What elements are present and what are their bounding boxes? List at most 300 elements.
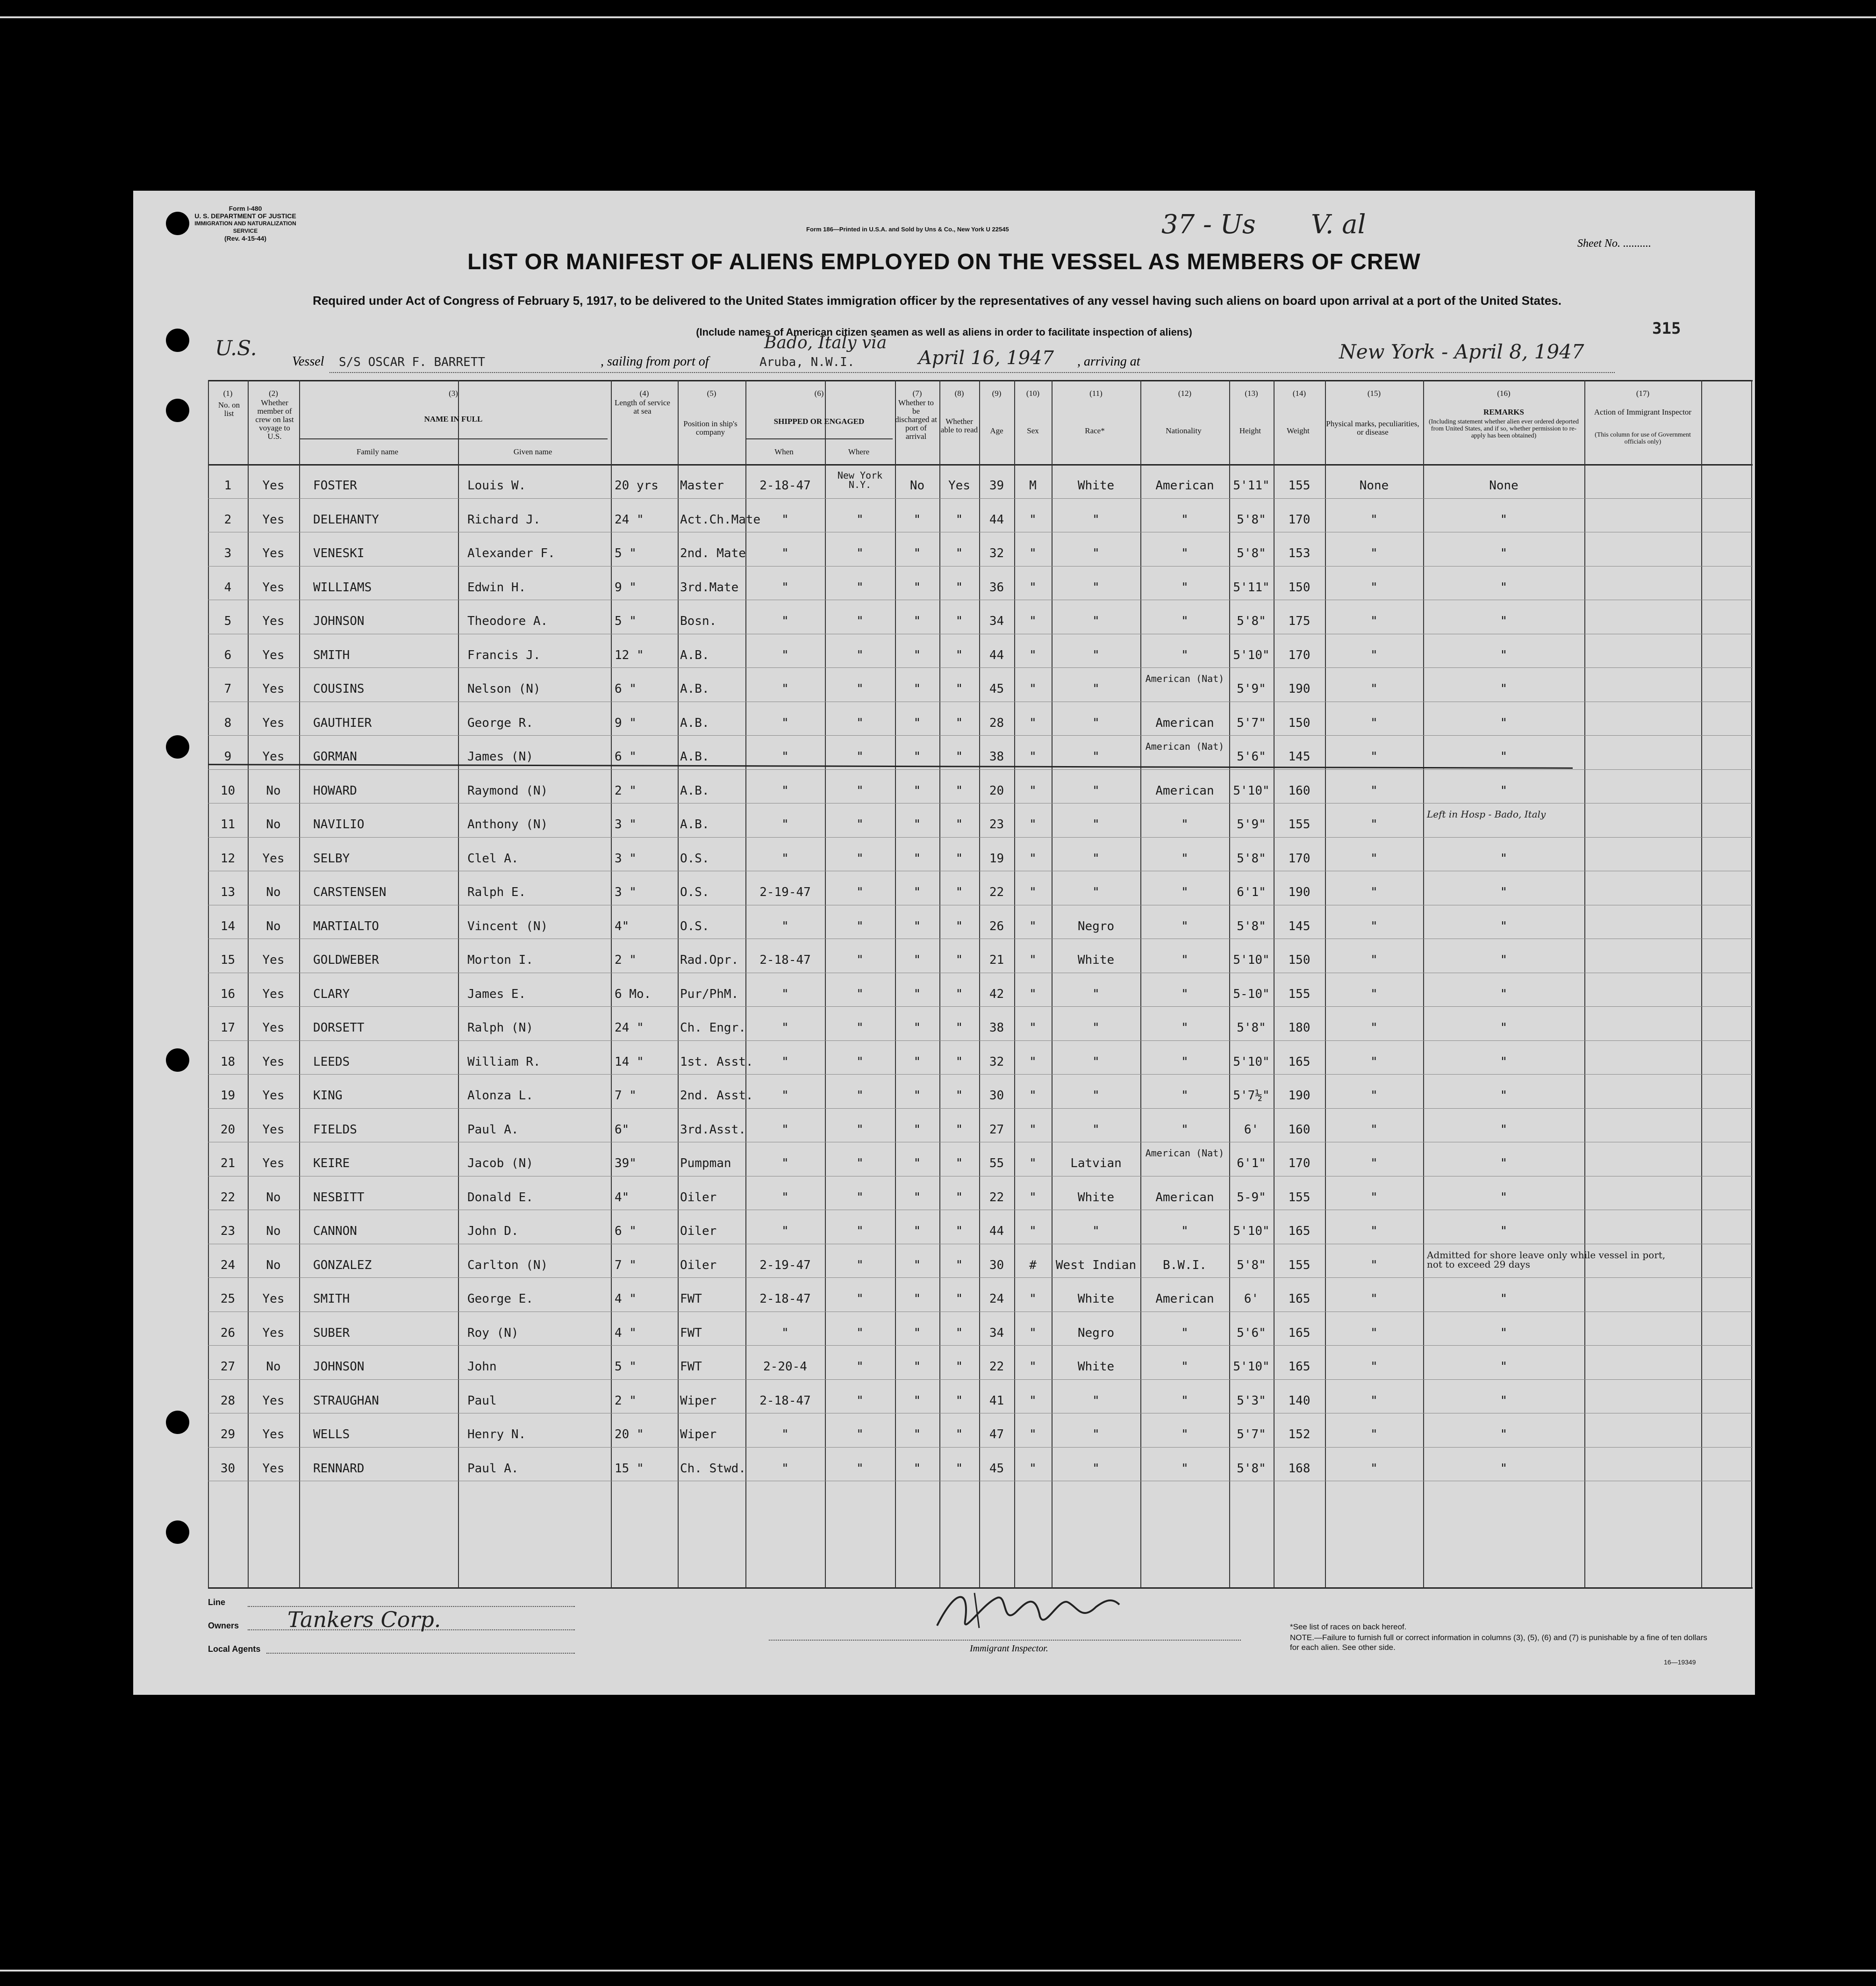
handwritten-top-2: V. al	[1311, 209, 1366, 240]
cell-service: 6 "	[615, 750, 637, 764]
table-row	[208, 973, 1753, 1007]
cell-position: 3rd.Mate	[680, 581, 739, 595]
cell-marks: "	[1370, 682, 1378, 696]
cell-weight: 170	[1288, 648, 1310, 662]
cell-race: "	[1092, 513, 1100, 527]
cell-when: "	[781, 817, 789, 832]
cell-where: "	[856, 1021, 864, 1035]
column-number: (5)	[707, 389, 716, 398]
col-action-header: Action of Immigrant Inspector	[1594, 408, 1692, 416]
cell-age: 55	[989, 1156, 1004, 1170]
cell-marks: "	[1370, 614, 1378, 628]
cell-sex: "	[1029, 648, 1037, 662]
cell-family: WILLIAMS	[313, 581, 372, 595]
column-number: (16)	[1497, 389, 1511, 398]
cell-remarks: "	[1500, 987, 1508, 1001]
cell-read: "	[955, 581, 963, 595]
cell-race: "	[1092, 614, 1100, 628]
cell-sex: "	[1029, 919, 1037, 933]
film-edge-bottom	[0, 1970, 1876, 1972]
cell-family: WELLS	[313, 1427, 350, 1441]
cell-family: COUSINS	[313, 682, 365, 696]
cell-position: A.B.	[680, 817, 709, 832]
cell-no: 8	[224, 716, 232, 730]
cell-sex: "	[1029, 1224, 1037, 1238]
cell-height: 5'11"	[1233, 581, 1270, 595]
cell-prev: Yes	[262, 682, 285, 696]
table-row	[208, 1413, 1753, 1447]
table-row	[208, 769, 1753, 803]
cell-where: "	[856, 817, 864, 832]
cell-no: 24	[220, 1258, 236, 1272]
cell-service: 4"	[615, 1190, 630, 1205]
cell-position: Pur/PhM.	[680, 987, 739, 1001]
cell-race: "	[1092, 1224, 1100, 1238]
cell-height: 6'1"	[1237, 885, 1266, 899]
cell-nat: "	[1181, 885, 1189, 899]
cell-remarks: "	[1500, 1462, 1508, 1476]
cell-given: Edwin H.	[467, 581, 526, 595]
cell-age: 28	[989, 716, 1004, 730]
cell-where: "	[856, 987, 864, 1001]
cell-given: Raymond (N)	[467, 784, 548, 798]
table-row	[208, 1176, 1753, 1210]
cell-nat: "	[1181, 852, 1189, 866]
cell-age: 21	[989, 953, 1004, 967]
cell-race: "	[1092, 1055, 1100, 1069]
cell-prev: Yes	[262, 1089, 285, 1103]
table-row	[208, 1006, 1753, 1040]
crew-table	[208, 380, 1753, 1588]
cell-given: Nelson (N)	[467, 682, 541, 696]
cell-height: 6'1"	[1237, 1156, 1266, 1170]
table-row	[208, 1074, 1753, 1108]
cell-when: "	[781, 1462, 789, 1476]
table-row	[208, 464, 1753, 498]
cell-no: 11	[220, 817, 236, 832]
cell-family: FOSTER	[313, 479, 357, 493]
cell-weight: 150	[1288, 953, 1310, 967]
cell-family: CANNON	[313, 1224, 357, 1238]
table-row	[208, 803, 1753, 837]
cell-age: 34	[989, 614, 1004, 628]
cell-weight: 152	[1288, 1427, 1310, 1441]
column-number: (8)	[954, 389, 964, 398]
cell-age: 30	[989, 1089, 1004, 1103]
cell-discharge: "	[913, 1123, 921, 1137]
cell-service: 9 "	[615, 581, 637, 595]
cell-family: SMITH	[313, 648, 350, 662]
cell-where: "	[856, 1190, 864, 1205]
cell-given: Ralph E.	[467, 885, 526, 899]
cell-race: "	[1092, 1089, 1100, 1103]
cell-weight: 165	[1288, 1326, 1310, 1340]
cell-no: 7	[224, 682, 232, 696]
cell-read: "	[955, 716, 963, 730]
cell-remarks: None	[1489, 479, 1518, 493]
cell-service: 3 "	[615, 885, 637, 899]
cell-age: 22	[989, 1190, 1004, 1205]
cell-when: 2-18-47	[759, 953, 811, 967]
cell-height: 5'6"	[1237, 1326, 1266, 1340]
table-row	[208, 667, 1753, 702]
cell-remarks: Left in Hosp - Bado, Italy	[1427, 809, 1546, 820]
cell-read: "	[955, 852, 963, 866]
cell-no: 12	[220, 852, 236, 866]
table-row	[208, 1277, 1753, 1312]
cell-when: "	[781, 716, 789, 730]
cell-where: "	[856, 953, 864, 967]
cell-service: 6 Mo.	[615, 987, 652, 1001]
cell-nat: American (Nat)	[1145, 673, 1224, 684]
cell-nat: "	[1181, 1089, 1189, 1103]
cell-weight: 170	[1288, 1156, 1310, 1170]
cell-weight: 150	[1288, 581, 1310, 595]
cell-read: "	[955, 1326, 963, 1340]
cell-when: 2-20-4	[763, 1360, 807, 1374]
column-number: (17)	[1636, 389, 1650, 398]
cell-race: White	[1077, 1190, 1115, 1205]
cell-position: 3rd.Asst.	[680, 1123, 746, 1137]
col-remarks-header: REMARKS	[1483, 408, 1524, 416]
cell-position: 2nd. Asst.	[680, 1089, 753, 1103]
col-marks-header: Physical marks, peculiarities, or disease	[1326, 419, 1419, 437]
owners-handwritten: Tankers Corp.	[287, 1607, 441, 1632]
cell-service: 20 yrs	[615, 479, 659, 493]
form-id: Form I-480	[229, 205, 262, 212]
cell-race: "	[1092, 1021, 1100, 1035]
cell-marks: "	[1370, 784, 1378, 798]
cell-race: Negro	[1077, 919, 1115, 933]
sailing-label: , sailing from port of	[601, 354, 709, 369]
cell-given: Henry N.	[467, 1427, 526, 1441]
cell-height: 5'8"	[1237, 852, 1266, 866]
cell-given: Morton I.	[467, 953, 533, 967]
cell-no: 29	[220, 1427, 236, 1441]
cell-sex: "	[1029, 716, 1037, 730]
cell-discharge: "	[913, 1055, 921, 1069]
cell-nat: "	[1181, 614, 1189, 628]
cell-remarks: "	[1500, 1394, 1508, 1408]
cell-given: Alexander F.	[467, 546, 555, 560]
cell-read: "	[955, 1089, 963, 1103]
cell-prev: Yes	[262, 1326, 285, 1340]
column-number: (6)	[814, 389, 824, 398]
cell-position: Wiper	[680, 1394, 717, 1408]
punch-hole	[166, 1411, 189, 1434]
cell-where: "	[856, 1394, 864, 1408]
column-number: (10)	[1026, 389, 1040, 398]
punch-hole	[166, 735, 189, 759]
cell-sex: "	[1029, 784, 1037, 798]
cell-prev: Yes	[262, 614, 285, 628]
line-label: Line	[208, 1598, 226, 1607]
cell-remarks: "	[1500, 716, 1508, 730]
cell-discharge: "	[913, 513, 921, 527]
cell-prev: No	[266, 1258, 281, 1272]
cell-marks: "	[1370, 1292, 1378, 1306]
printer-line: Form 186—Printed in U.S.A. and Sold by Uns & Co., New York U 22545	[806, 226, 1009, 233]
cell-family: JOHNSON	[313, 614, 365, 628]
cell-discharge: "	[913, 987, 921, 1001]
cell-service: 2 "	[615, 1394, 637, 1408]
cell-height: 5'9"	[1237, 682, 1266, 696]
column-number: (12)	[1178, 389, 1192, 398]
cell-marks: "	[1370, 1462, 1378, 1476]
cell-remarks: "	[1500, 919, 1508, 933]
cell-sex: "	[1029, 682, 1037, 696]
cell-discharge: "	[913, 546, 921, 560]
cell-marks: "	[1370, 513, 1378, 527]
cell-where: "	[856, 614, 864, 628]
cell-sex: "	[1029, 1156, 1037, 1170]
cell-marks: "	[1370, 1427, 1378, 1441]
cell-no: 27	[220, 1360, 236, 1374]
cell-prev: Yes	[262, 1123, 285, 1137]
cell-marks: "	[1370, 1156, 1378, 1170]
arrival-info: New York - April 8, 1947	[1339, 340, 1584, 363]
cell-no: 17	[220, 1021, 236, 1035]
col-service-header: Length of service at sea	[615, 398, 670, 416]
cell-weight: 160	[1288, 784, 1310, 798]
punch-hole	[166, 1520, 189, 1544]
cell-no: 19	[220, 1089, 236, 1103]
cell-race: West Indian	[1055, 1258, 1137, 1272]
cell-when: "	[781, 750, 789, 764]
cell-marks: "	[1370, 953, 1378, 967]
table-row	[208, 1379, 1753, 1413]
include-note: (Include names of American citizen seamen as well as aliens in order to facilitate inspection of aliens)	[696, 326, 1192, 338]
cell-height: 5'10"	[1233, 648, 1270, 662]
cell-family: SMITH	[313, 1292, 350, 1306]
cell-prev: No	[266, 885, 281, 899]
col-shipped-header: SHIPPED OR ENGAGED	[773, 417, 865, 426]
cell-remarks: "	[1500, 614, 1508, 628]
cell-position: A.B.	[680, 716, 709, 730]
cell-read: "	[955, 614, 963, 628]
cell-when: 2-19-47	[759, 1258, 811, 1272]
cell-service: 24 "	[615, 513, 644, 527]
cell-weight: 165	[1288, 1292, 1310, 1306]
cell-height: 5'8"	[1237, 1258, 1266, 1272]
punch-hole	[166, 399, 189, 422]
cell-discharge: "	[913, 885, 921, 899]
cell-family: GAUTHIER	[313, 716, 372, 730]
col-action-subheader: (This column for use of Government officials only)	[1595, 431, 1691, 445]
table-row	[208, 871, 1753, 905]
cell-marks: "	[1370, 1258, 1378, 1272]
cell-nat: American	[1155, 784, 1214, 798]
cell-when: "	[781, 1156, 789, 1170]
cell-family: GORMAN	[313, 750, 357, 764]
table-row	[208, 634, 1753, 668]
cell-where: "	[856, 750, 864, 764]
col-nationality-header: Nationality	[1166, 426, 1202, 435]
cell-discharge: "	[913, 1089, 921, 1103]
cell-when: "	[781, 784, 789, 798]
cell-position: Act.Ch.Mate	[680, 513, 761, 527]
cell-prev: Yes	[262, 1394, 285, 1408]
agents-underline	[266, 1653, 575, 1654]
cell-read: "	[955, 750, 963, 764]
cell-age: 38	[989, 750, 1004, 764]
cell-read: "	[955, 682, 963, 696]
cell-position: Master	[680, 479, 724, 493]
cell-discharge: "	[913, 581, 921, 595]
manifest-title: LIST OR MANIFEST OF ALIENS EMPLOYED ON THE VESSEL AS MEMBERS OF CREW	[467, 250, 1421, 274]
table-row	[208, 1210, 1753, 1244]
cell-remarks: "	[1500, 1055, 1508, 1069]
table-row	[208, 1312, 1753, 1346]
cell-no: 10	[220, 784, 236, 798]
cell-remarks: "	[1500, 953, 1508, 967]
cell-sex: "	[1029, 1292, 1037, 1306]
cell-remarks: "	[1500, 852, 1508, 866]
cell-discharge: "	[913, 1190, 921, 1205]
cell-no: 14	[220, 919, 236, 933]
cell-service: 12 "	[615, 648, 644, 662]
cell-read: "	[955, 1190, 963, 1205]
cell-family: RENNARD	[313, 1462, 365, 1476]
cell-given: Louis W.	[467, 479, 526, 493]
cell-race: White	[1077, 1360, 1115, 1374]
cell-age: 32	[989, 1055, 1004, 1069]
cell-no: 1	[224, 479, 232, 493]
cell-marks: "	[1370, 817, 1378, 832]
cell-given: Vincent (N)	[467, 919, 548, 933]
cell-position: O.S.	[680, 919, 709, 933]
cell-age: 27	[989, 1123, 1004, 1137]
races-note: *See list of races on back hereof.	[1290, 1622, 1407, 1631]
sailing-port: Aruba, N.W.I.	[759, 355, 855, 369]
cell-weight: 145	[1288, 750, 1310, 764]
cell-sex: "	[1029, 1123, 1037, 1137]
cell-where: "	[856, 1292, 864, 1306]
cell-remarks: "	[1500, 1326, 1508, 1340]
cell-given: John D.	[467, 1224, 519, 1238]
cell-age: 22	[989, 1360, 1004, 1374]
cell-where: "	[856, 682, 864, 696]
cell-family: LEEDS	[313, 1055, 350, 1069]
col-read-header: Whether able to read	[940, 417, 978, 434]
print-code: 16—19349	[1664, 1658, 1696, 1666]
cell-marks: "	[1370, 1089, 1378, 1103]
cell-marks: "	[1370, 1360, 1378, 1374]
cell-sex: "	[1029, 750, 1037, 764]
cell-no: 26	[220, 1326, 236, 1340]
vessel-label: Vessel	[292, 354, 324, 369]
cell-family: CARSTENSEN	[313, 885, 387, 899]
cell-remarks: "	[1500, 1360, 1508, 1374]
cell-age: 42	[989, 987, 1004, 1001]
cell-nat: "	[1181, 1021, 1189, 1035]
cell-read: "	[955, 1224, 963, 1238]
cell-no: 15	[220, 953, 236, 967]
cell-when: "	[781, 1190, 789, 1205]
cell-when: 2-19-47	[759, 885, 811, 899]
cell-read: "	[955, 1156, 963, 1170]
table-row	[208, 1040, 1753, 1075]
cell-marks: "	[1370, 1224, 1378, 1238]
cell-position: Pumpman	[680, 1156, 731, 1170]
cell-marks: "	[1370, 1326, 1378, 1340]
table-row	[208, 1447, 1753, 1481]
col-weight-header: Weight	[1287, 426, 1310, 435]
cell-service: 4 "	[615, 1326, 637, 1340]
cell-when: "	[781, 648, 789, 662]
cell-race: "	[1092, 987, 1100, 1001]
cell-prev: Yes	[262, 1156, 285, 1170]
cell-position: FWT	[680, 1292, 702, 1306]
cell-service: 9 "	[615, 716, 637, 730]
cell-position: A.B.	[680, 784, 709, 798]
cell-prev: Yes	[262, 1462, 285, 1476]
cell-no: 23	[220, 1224, 236, 1238]
cell-read: "	[955, 1258, 963, 1272]
cell-where: "	[856, 1089, 864, 1103]
name-sub-rule	[299, 438, 608, 439]
cell-nat: American	[1155, 1190, 1214, 1205]
cell-weight: 153	[1288, 546, 1310, 560]
penalty-note: NOTE.—Failure to furnish full or correct information in columns (3), (5), (6) and (7) is punishable by a fine of ten dollars for each alien. See other side.	[1290, 1633, 1707, 1652]
cell-read: "	[955, 885, 963, 899]
cell-nat: "	[1181, 987, 1189, 1001]
cell-weight: 150	[1288, 716, 1310, 730]
cell-family: DORSETT	[313, 1021, 365, 1035]
cell-age: 44	[989, 1224, 1004, 1238]
cell-remarks: "	[1500, 546, 1508, 560]
cell-no: 21	[220, 1156, 236, 1170]
cell-family: NESBITT	[313, 1190, 365, 1205]
cell-where: "	[856, 852, 864, 866]
cell-remarks: "	[1500, 784, 1508, 798]
cell-given: Francis J.	[467, 648, 541, 662]
cell-marks: "	[1370, 716, 1378, 730]
inspector-label: Immigrant Inspector.	[970, 1643, 1048, 1654]
cell-marks: "	[1370, 648, 1378, 662]
cell-sex: "	[1029, 1326, 1037, 1340]
cell-nat: "	[1181, 1224, 1189, 1238]
table-row	[208, 1108, 1753, 1142]
film-edge-top	[0, 16, 1876, 18]
cell-remarks: "	[1500, 581, 1508, 595]
cell-read: "	[955, 648, 963, 662]
cell-nat: "	[1181, 1326, 1189, 1340]
cell-marks: "	[1370, 919, 1378, 933]
cell-family: SELBY	[313, 852, 350, 866]
cell-service: 2 "	[615, 784, 637, 798]
cell-age: 38	[989, 1021, 1004, 1035]
cell-age: 23	[989, 817, 1004, 832]
cell-discharge: "	[913, 784, 921, 798]
cell-discharge: "	[913, 1394, 921, 1408]
cell-no: 6	[224, 648, 232, 662]
cell-family: GONZALEZ	[313, 1258, 372, 1272]
cell-prev: No	[266, 919, 281, 933]
cell-position: FWT	[680, 1326, 702, 1340]
cell-weight: 155	[1288, 1190, 1310, 1205]
cell-age: 32	[989, 546, 1004, 560]
cell-sex: "	[1029, 1427, 1037, 1441]
cell-prev: Yes	[262, 546, 285, 560]
cell-height: 5'7"	[1237, 1427, 1266, 1441]
cell-discharge: No	[909, 479, 925, 493]
cell-sex: #	[1029, 1258, 1037, 1272]
cell-no: 4	[224, 581, 232, 595]
cell-given: Paul	[467, 1394, 497, 1408]
cell-read: "	[955, 1055, 963, 1069]
cell-position: O.S.	[680, 885, 709, 899]
